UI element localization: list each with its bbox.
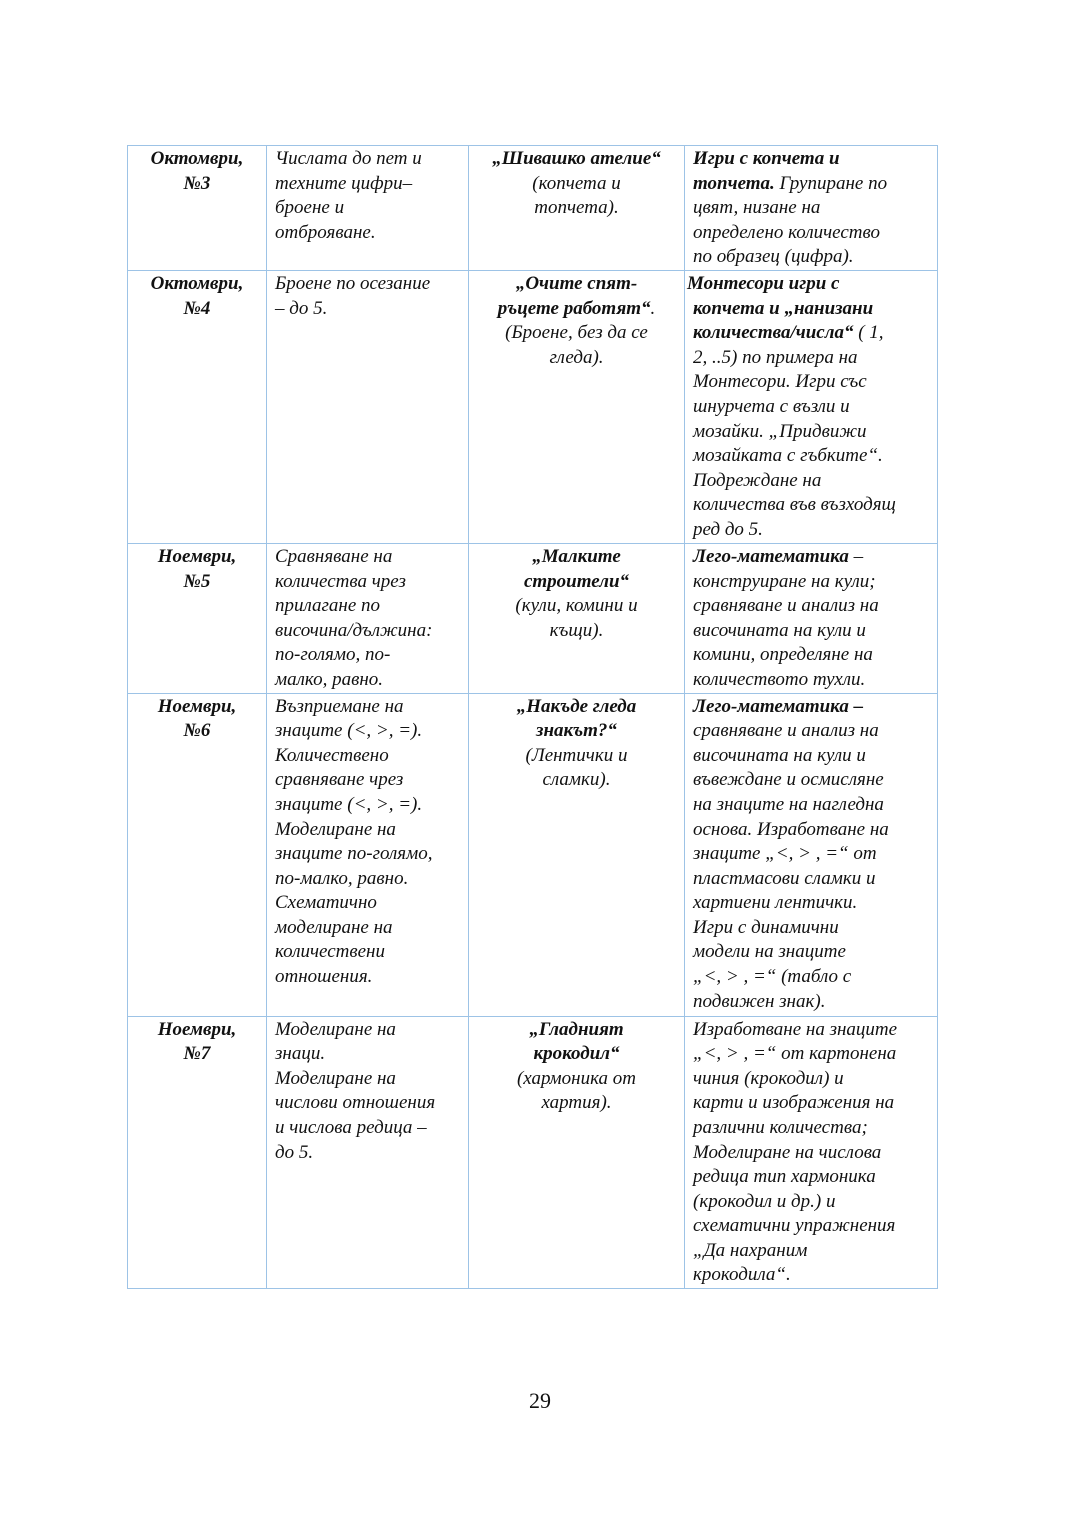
game-cell: „Малките строители“ (кули, комини и къщи). [469,543,685,693]
month-cell: Октомври, №3 [128,146,267,271]
activity-cell: Игри с копчета и топчета. Групиране по цвят, низане на определено количество по образец (цифра). [685,146,938,271]
topic-cell: Моделиране на знаци. Моделиране на числови отношения и числова редица – до 5. [267,1016,469,1289]
game-cell: „Шивашко ателие“ (копчета и топчета). [469,146,685,271]
game-cell: „Накъде гледа знакът?“ (Лентички и сламки). [469,693,685,1016]
activity-cell: Лего-математика – сравняване и анализ на височината на кули и въвеждане и осмисляне на знаците на нагледна основа. Изработване на знаците „<, > , =“ от пластмасови сламки и хартиени лентички. Игри с динамични модели на знаците „<, > , =“ (табло с подвижен знак). [685,693,938,1016]
activity-cell: Монтесори игри с копчета и „нанизани количества/числа“ ( 1, 2, ..5) по примера на Монтесори. Игри със шнурчета с възли и мозайки. „Придвижи мозайката с гъбките“. Подреждане на количества във възходящ ред до 5. [685,270,938,543]
topic-cell: Броене по осезание – до 5. [267,270,469,543]
table-row [128,146,938,271]
activity-cell: Изработване на знаците „<, > , =“ от картонена чиния (крокодил) и карти и изображения на различни количества; Моделиране на числова редица тип хармоника (крокодил и др.) и схематични упражнения „Да нахраним крокодила“. [685,1016,938,1289]
lesson-plan-table [127,145,938,1289]
page-number: 29 [529,1388,551,1413]
topic-cell: Сравняване на количества чрез прилагане по височина/дължина: по-голямо, по- малко, равно. [267,543,469,693]
table-row [128,543,938,693]
month-cell: Ноември, №7 [128,1016,267,1289]
topic-cell: Възприемане на знаците (<, >, =). Количествено сравняване чрез знаците (<, >, =). Моделиране на знаците по-голямо, по-малко, равно. Схематично моделиране на количествени отношения. [267,693,469,1016]
topic-cell: Числата до пет и техните цифри– броене и отброяване. [267,146,469,271]
table-row [128,270,938,543]
month-cell: Ноември, №6 [128,693,267,1016]
table-row [128,1016,938,1289]
activity-cell: Лего-математика – конструиране на кули; сравняване и анализ на височината на кули и комини, определяне на количеството тухли. [685,543,938,693]
game-cell: „Гладният крокодил“ (хармоника от хартия). [469,1016,685,1289]
month-cell: Ноември, №5 [128,543,267,693]
table-row [128,693,938,1016]
game-cell: „Очите спят- ръцете работят“. (Броене, без да се гледа). [469,270,685,543]
month-cell: Октомври, №4 [128,270,267,543]
